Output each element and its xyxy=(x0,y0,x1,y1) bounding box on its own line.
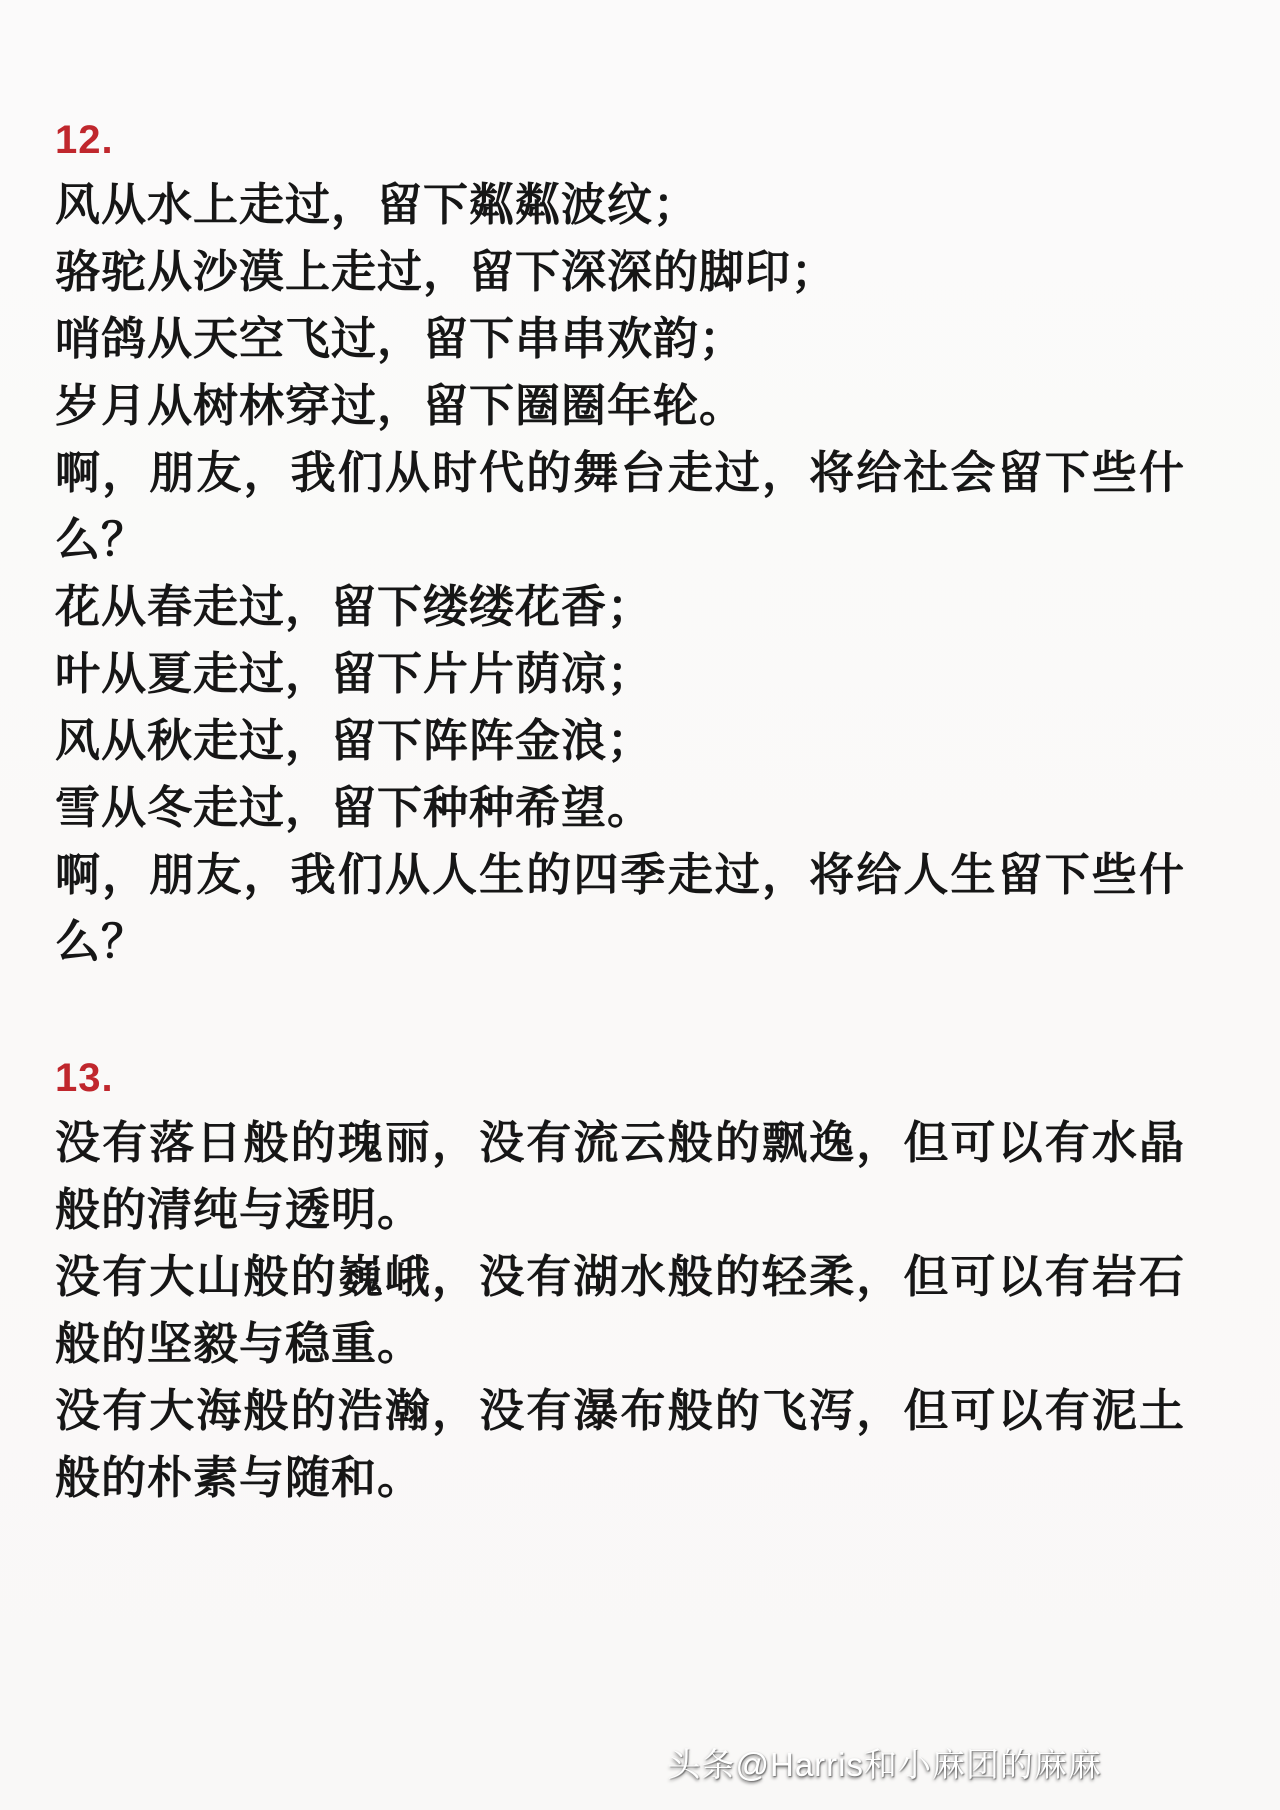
text-line: 啊，朋友，我们从人生的四季走过，将给人生留下些什么？ xyxy=(55,850,1185,967)
text-line: 骆驼从沙漠上走过，留下深深的脚印； xyxy=(55,247,838,297)
text-line: 雪从冬走过，留下种种希望。 xyxy=(55,783,654,833)
text-line: 啊，朋友，我们从时代的舞台走过，将给社会留下些什么？ xyxy=(55,448,1185,565)
text-line: 哨鸽从天空飞过，留下串串欢韵； xyxy=(55,314,746,364)
section-number: 13. xyxy=(55,1056,114,1100)
section-12 xyxy=(55,118,1185,976)
text-line: 没有大海般的浩瀚，没有瀑布般的飞泻，但可以有泥土般的朴素与随和。 xyxy=(55,1386,1185,1503)
text-line: 没有落日般的瑰丽，没有流云般的飘逸，但可以有水晶般的清纯与透明。 xyxy=(55,1118,1185,1235)
text-line: 风从水上走过，留下粼粼波纹； xyxy=(55,180,700,230)
text-line: 风从秋走过，留下阵阵金浪； xyxy=(55,716,654,766)
section-number: 12. xyxy=(55,118,114,162)
text-line: 岁月从树林穿过，留下圈圈年轮。 xyxy=(55,381,746,431)
text-line: 叶从夏走过，留下片片荫凉； xyxy=(55,649,654,699)
watermark: 头条@Harris和小麻团的麻麻 xyxy=(667,1746,1102,1783)
text-line: 花从春走过，留下缕缕花香； xyxy=(55,582,654,632)
section-13 xyxy=(55,1056,1185,1512)
text-line: 没有大山般的巍峨，没有湖水般的轻柔，但可以有岩石般的坚毅与稳重。 xyxy=(55,1252,1185,1369)
